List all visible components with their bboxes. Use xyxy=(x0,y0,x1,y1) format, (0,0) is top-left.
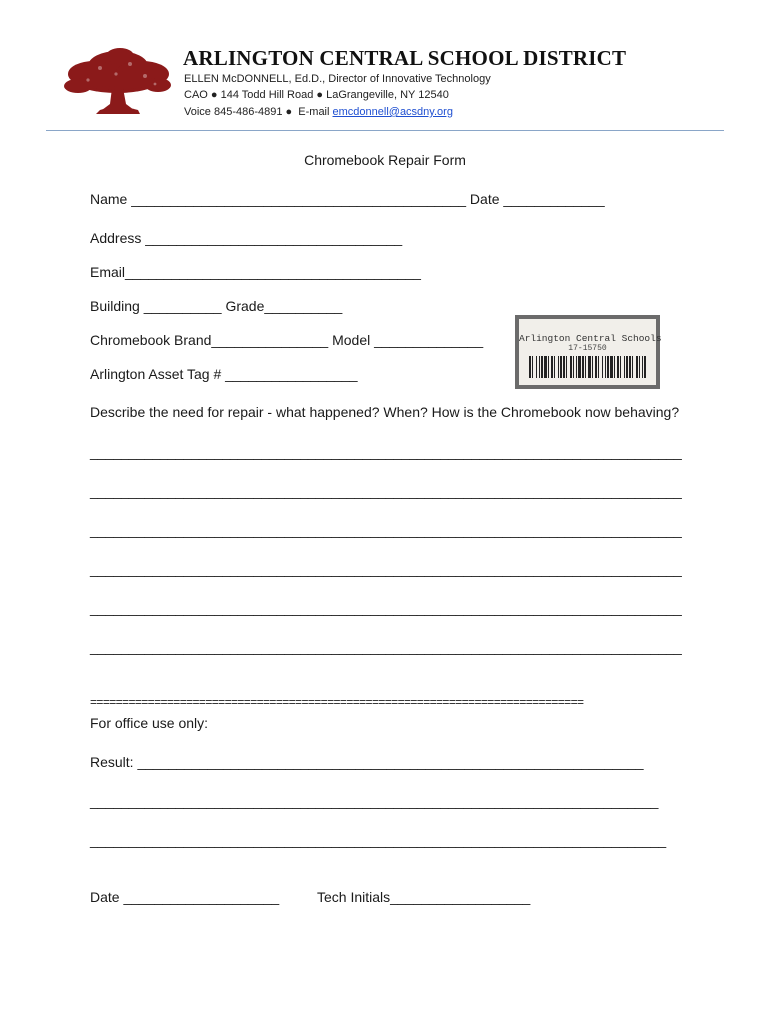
barcode-bar xyxy=(532,356,533,378)
barcode-bar xyxy=(566,356,567,378)
header-divider xyxy=(46,130,724,131)
result-field[interactable]: Result: _________________________________________________________________ xyxy=(90,754,644,770)
barcode-bar xyxy=(570,356,572,378)
oak-tree-icon xyxy=(60,44,175,116)
name-date-field[interactable]: Name ___________________________________________ Date _____________ xyxy=(90,191,605,207)
district-name: ARLINGTON CENTRAL SCHOOL DISTRICT xyxy=(183,46,627,70)
barcode-icon xyxy=(529,356,646,378)
barcode-bar xyxy=(636,356,638,378)
result-line[interactable]: __________________________________________________________________________ xyxy=(90,832,667,848)
barcode-bar xyxy=(544,356,547,378)
barcode-bar xyxy=(598,356,599,378)
description-line[interactable]: ____________________________________________________________________________ xyxy=(90,522,682,538)
barcode-bar xyxy=(644,356,646,378)
barcode-bar xyxy=(582,356,584,378)
description-line[interactable]: ____________________________________________________________________________ xyxy=(90,444,682,460)
barcode-bar xyxy=(539,356,540,378)
barcode-bar xyxy=(576,356,577,378)
form-title: Chromebook Repair Form xyxy=(304,152,466,168)
contact-line xyxy=(184,106,453,118)
email-link[interactable]: emcdonnell@acsdny.org xyxy=(332,106,453,118)
barcode-bar xyxy=(605,356,606,378)
barcode-bar xyxy=(620,356,621,378)
barcode-bar xyxy=(642,356,643,378)
barcode-bar xyxy=(602,356,603,378)
asset-label-text: Arlington Central Schools xyxy=(519,333,662,344)
tech-initials-field[interactable]: Tech Initials__________________ xyxy=(317,889,531,905)
barcode-bar xyxy=(614,356,615,378)
director-line: ELLEN McDONNELL, Ed.D., Director of Innovative Technology xyxy=(184,73,491,85)
barcode-bar xyxy=(560,356,562,378)
barcode-bar xyxy=(595,356,597,378)
brand-model-field[interactable]: Chromebook Brand_______________ Model ______________ xyxy=(90,332,484,348)
description-line[interactable]: ____________________________________________________________________________ xyxy=(90,483,682,499)
barcode-bar xyxy=(585,356,586,378)
barcode-bar xyxy=(617,356,619,378)
barcode-bar xyxy=(536,356,537,378)
barcode-bar xyxy=(541,356,543,378)
office-date-field[interactable]: Date ____________________ xyxy=(90,889,280,905)
barcode-bar xyxy=(563,356,565,378)
description-line[interactable]: ____________________________________________________________________________ xyxy=(90,600,682,616)
office-separator: ============================================================================= xyxy=(90,695,584,709)
barcode-bar xyxy=(554,356,555,378)
barcode-bar xyxy=(573,356,574,378)
address-field[interactable]: Address _________________________________ xyxy=(90,230,403,246)
building-grade-field[interactable]: Building __________ Grade__________ xyxy=(90,298,343,314)
barcode-bar xyxy=(578,356,581,378)
asset-tag-field[interactable]: Arlington Asset Tag # _________________ xyxy=(90,366,358,382)
barcode-bar xyxy=(639,356,640,378)
barcode-bar xyxy=(558,356,559,378)
barcode-bar xyxy=(629,356,631,378)
address-line: CAO ● 144 Todd Hill Road ● LaGrangeville, NY 12540 xyxy=(184,89,449,101)
barcode-bar xyxy=(529,356,531,378)
barcode-bar xyxy=(548,356,549,378)
barcode-bar xyxy=(610,356,613,378)
barcode-bar xyxy=(626,356,628,378)
description-line[interactable]: ____________________________________________________________________________ xyxy=(90,639,682,655)
office-heading: For office use only: xyxy=(90,715,209,731)
barcode-bar xyxy=(588,356,591,378)
description-line[interactable]: ____________________________________________________________________________ xyxy=(90,561,682,577)
describe-prompt: Describe the need for repair - what happened? When? How is the Chromebook now behaving? xyxy=(90,404,680,420)
contact-prefix: Voice 845-486-4891 ● E-mail xyxy=(184,106,333,118)
barcode-bar xyxy=(592,356,593,378)
result-line[interactable]: _________________________________________________________________________ xyxy=(90,793,659,809)
asset-tag-sample-image xyxy=(515,315,660,389)
asset-label-number: 17-15750 xyxy=(568,344,607,353)
barcode-bar xyxy=(551,356,553,378)
barcode-bar xyxy=(632,356,633,378)
email-field[interactable]: Email______________________________________ xyxy=(90,264,421,280)
barcode-bar xyxy=(624,356,625,378)
barcode-bar xyxy=(607,356,609,378)
